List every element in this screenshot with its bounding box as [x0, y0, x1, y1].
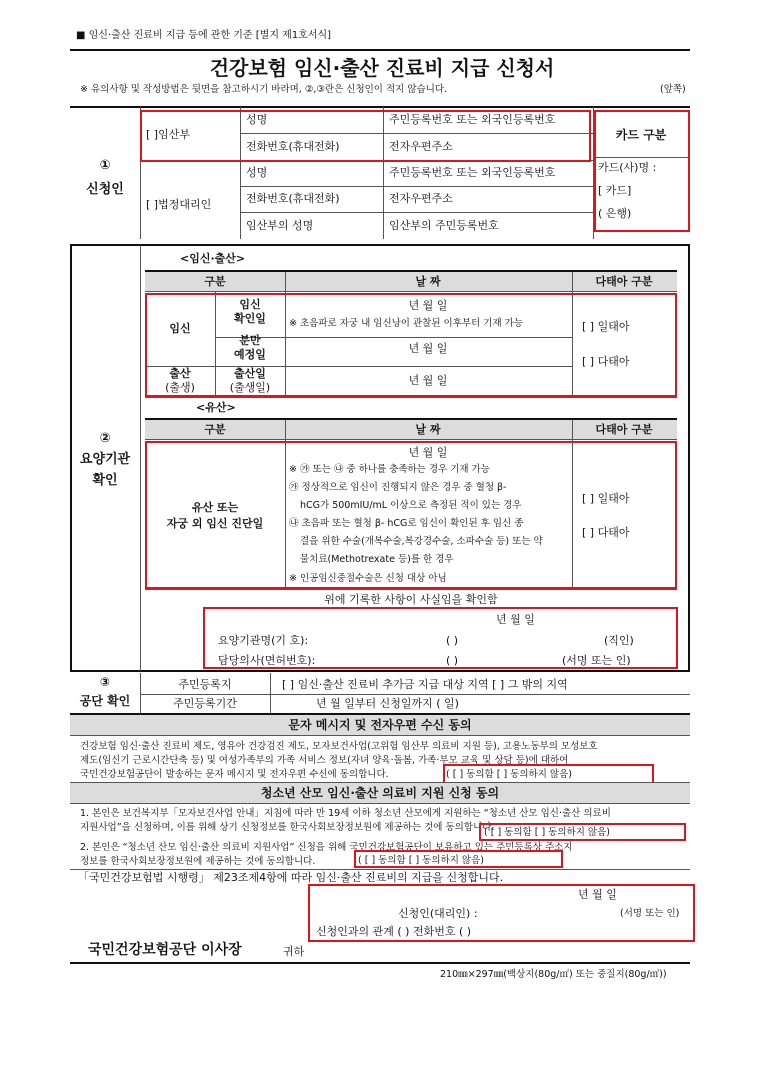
misc-condition-b-1: ㉯ 초음파 또는 혈청 β- hCG로 임신이 확인된 후 임신 종: [289, 518, 524, 529]
id-label: 주민등록번호 또는 외국인등록번호: [389, 113, 556, 126]
representative-checkbox[interactable]: [ ]법정대리인: [146, 198, 212, 211]
page-title: 건강보험 임신·출산 진료비 지급 신청서: [209, 56, 555, 80]
teen-p1-consent[interactable]: ( [ ] 동의함 [ ] 동의하지 않음): [484, 827, 610, 838]
highlight-pregnancy-table: [145, 293, 677, 397]
section-1-number: ①: [99, 158, 111, 173]
doctor-sign: (서명 또는 인): [562, 654, 631, 667]
rep-name-label: 성명: [246, 166, 268, 179]
pregnancy-subtitle: <임신·출산>: [180, 252, 246, 265]
card-company-label: 카드(사)명 :: [598, 161, 657, 174]
highlight-miscarriage-table: [145, 441, 677, 589]
preg-confirm-date[interactable]: 년 월 일: [408, 299, 448, 312]
pregnant-id-label: 임산부의 주민등록번호: [389, 219, 499, 232]
birth-label-2: (출생): [165, 381, 195, 394]
teen-p1-line-2: 지원사업”을 신청하며, 이를 위해 상기 신청정보를 한국사회보장정보원에 제공하는 것에 동의합니다.: [80, 822, 495, 833]
section-2-number: ②: [99, 431, 111, 446]
teen-p1-line-1: 1. 본인은 보건복지부「모자보건사업 안내」지침에 따라 만 19세 이하 청소년 산모에게 지원하는 “청소년 산모 임신·출산 의료비: [80, 808, 611, 819]
institution-label: 요양기관명(기 호):: [218, 634, 309, 647]
birth-date-field[interactable]: 년 월 일: [408, 374, 448, 387]
highlight-applicant-sign: [308, 884, 695, 942]
highlight-card: [594, 110, 690, 232]
phone-label: 전화번호(휴대전화): [246, 140, 340, 153]
col-multiple: 다태아 구분: [595, 275, 653, 288]
application-date[interactable]: 년 월 일: [578, 888, 617, 901]
addressee: 국민건강보험공단 이사장: [88, 942, 242, 958]
teen-title: 청소년 산모 임신·출산 의료비 지원 신청 동의: [260, 786, 500, 800]
highlight-confirmation: [203, 607, 678, 669]
sms-line-2: 제도(임신기 근로시간단축 등) 및 여성가족부의 가족 서비스 정보(자녀 양육·돌봄, 가족·부모 교육 및 상담 등)에 대하여: [80, 755, 569, 766]
teen-p2-consent[interactable]: ( [ ] 동의함 [ ] 동의하지 않음): [358, 855, 484, 866]
rep-email-label: 전자우편주소: [389, 192, 453, 205]
residence-period-field[interactable]: 년 월 일부터 신청일까지 ( 일): [316, 697, 459, 710]
name-label: 성명: [246, 113, 268, 126]
preg-confirm-label-1: 임신: [239, 298, 261, 311]
notice-text: ※ 유의사항 및 작성방법은 뒷면을 참고하시기 바라며, ②,③란은 신청인이 적지 않습니다.: [80, 84, 448, 95]
due-date-field[interactable]: 년 월 일: [408, 342, 448, 355]
applicant-sign-label: 신청인(대리인) :: [398, 907, 478, 920]
confirm-statement: 위에 기록한 사항이 사실임을 확인함: [324, 593, 498, 606]
residence-label: 주민등록지: [178, 678, 232, 691]
misc-condition-b-3: 물치료(Methotrexate 등)를 한 경우: [300, 554, 454, 565]
applicant-label: 신청인: [86, 182, 124, 197]
rep-id-label: 주민등록번호 또는 외국인등록번호: [389, 166, 556, 179]
institution-field[interactable]: ( ): [446, 634, 459, 647]
nhis-label: 공단 확인: [79, 694, 131, 708]
birthday-label-1: 출산일: [234, 367, 266, 380]
highlight-sms-consent: [443, 764, 654, 784]
sms-title: 문자 메시지 및 전자우편 수신 동의: [288, 718, 472, 732]
paper-spec: 210㎜×297㎜(백상지(80g/㎡) 또는 중질지(80g/㎡)): [440, 969, 667, 980]
bank-name-field[interactable]: ( 은행): [598, 207, 632, 220]
page-side: (앞쪽): [660, 84, 686, 95]
misc-condition-a-1: ㉮ 정상적으로 임신이 진행되지 않은 경우 중 혈청 β-: [289, 482, 507, 493]
doctor-field[interactable]: ( ): [446, 654, 459, 667]
miscarriage-subtitle: <유산>: [196, 401, 236, 414]
due-date-label-2: 예정일: [234, 348, 266, 361]
pregnancy-label: 임신: [169, 322, 191, 335]
card-name-field[interactable]: [ 카드]: [598, 184, 632, 197]
preg-confirm-label-2: 확인일: [234, 312, 266, 325]
misc-single-checkbox[interactable]: [ ] 일태아: [582, 492, 630, 505]
preg-multiple-checkbox[interactable]: [ ] 다태아: [582, 355, 630, 368]
misc-condition-b-2: 결을 위한 수술(개복수술,복강경수술, 소파수술 등) 또는 약: [300, 536, 543, 547]
col-type: 구분: [204, 275, 226, 288]
misc-col-type: 구분: [204, 423, 226, 436]
sms-line-1: 건강보험 임신·출산 진료비 제도, 영유아 건강검진 제도, 모자보건사업(고위험 임산부 의료비 지원 등), 고용노동부의 모성보호: [80, 741, 598, 752]
email-label: 전자우편주소: [389, 140, 453, 153]
misc-diagnosis-label-1: 유산 또는: [191, 501, 239, 514]
relation-phone-field[interactable]: 신청인과의 관계 ( ) 전화번호 ( ): [316, 925, 472, 938]
col-date: 날 짜: [415, 275, 441, 288]
teen-p2-line-2: 정보를 한국사회보장정보원에 제공하는 것에 동의합니다.: [80, 856, 316, 867]
medical-label-1: 요양기관: [79, 452, 131, 467]
sms-consent-checkboxes[interactable]: ( [ ] 동의함 [ ] 동의하지 않음): [446, 769, 572, 780]
misc-multiple-checkbox[interactable]: [ ] 다태아: [582, 526, 630, 539]
misc-condition-a-2: hCG가 500mIU/mL 이상으로 측정된 적이 있는 경우: [300, 500, 522, 511]
institution-seal: (직인): [604, 634, 634, 647]
applicant-sign-field[interactable]: (서명 또는 인): [620, 908, 680, 919]
rep-phone-label: 전화번호(휴대전화): [246, 192, 340, 205]
medical-label-2: 확인: [92, 473, 118, 488]
pregnant-name-label: 임산부의 성명: [246, 219, 314, 232]
misc-note-1: ※ ㉮ 또는 ㉯ 중 하나를 충족하는 경우 기재 가능: [289, 464, 490, 475]
application-statement: 「국민건강보험법 시행령」 제23조제4항에 따라 임신·출산 진료비의 지급을 신청합니다.: [78, 871, 504, 884]
birth-label-1: 출산: [169, 367, 191, 380]
misc-note-2: ※ 인공임신중절수술은 신청 대상 아님: [289, 573, 447, 584]
header-rule: [70, 49, 690, 51]
highlight-teen-p2-consent: [354, 850, 563, 868]
highlight-pregnant-info: [140, 110, 591, 162]
misc-col-date: 날 짜: [415, 423, 441, 436]
misc-col-multiple: 다태아 구분: [595, 423, 653, 436]
pregnant-checkbox[interactable]: [ ]임산부: [146, 128, 190, 141]
highlight-teen-p1-consent: [479, 823, 686, 841]
misc-diagnosis-label-2: 자궁 외 임신 진단일: [166, 517, 264, 530]
form-reference: ■ 임신·출산 진료비 지급 등에 관한 기준 [별지 제1호서식]: [76, 30, 332, 41]
card-type-title: 카드 구분: [615, 128, 667, 142]
residence-options[interactable]: [ ] 임신·출산 진료비 추가금 지급 대상 지역 [ ] 그 밖의 지역: [282, 678, 568, 691]
section-3-number: ③: [99, 675, 111, 689]
due-date-label-1: 분만: [239, 334, 261, 347]
misc-date-field[interactable]: 년 월 일: [408, 446, 448, 459]
birthday-label-2: (출생일): [229, 381, 271, 394]
doctor-label: 담당의사(면허번호):: [218, 654, 316, 667]
teen-p2-line-1: 2. 본인은 “청소년 산모 임신·출산 의료비 지원사업” 신청을 위해 국민건강보험공단이 보유하고 있는 주민등록상 주소지: [80, 842, 573, 853]
addressee-honorific: 귀하: [283, 945, 305, 958]
residence-period-label: 주민등록기간: [173, 697, 237, 710]
sms-line-3: 국민건강보험공단이 발송하는 문자 메시지 및 전자우편 수신에 동의합니다.: [80, 769, 389, 780]
confirm-date[interactable]: 년 월 일: [496, 613, 535, 626]
preg-confirm-note: ※ 초음파로 자궁 내 임신낭이 관찰된 이후부터 기재 가능: [289, 318, 524, 329]
preg-single-checkbox[interactable]: [ ] 일태아: [582, 320, 630, 333]
